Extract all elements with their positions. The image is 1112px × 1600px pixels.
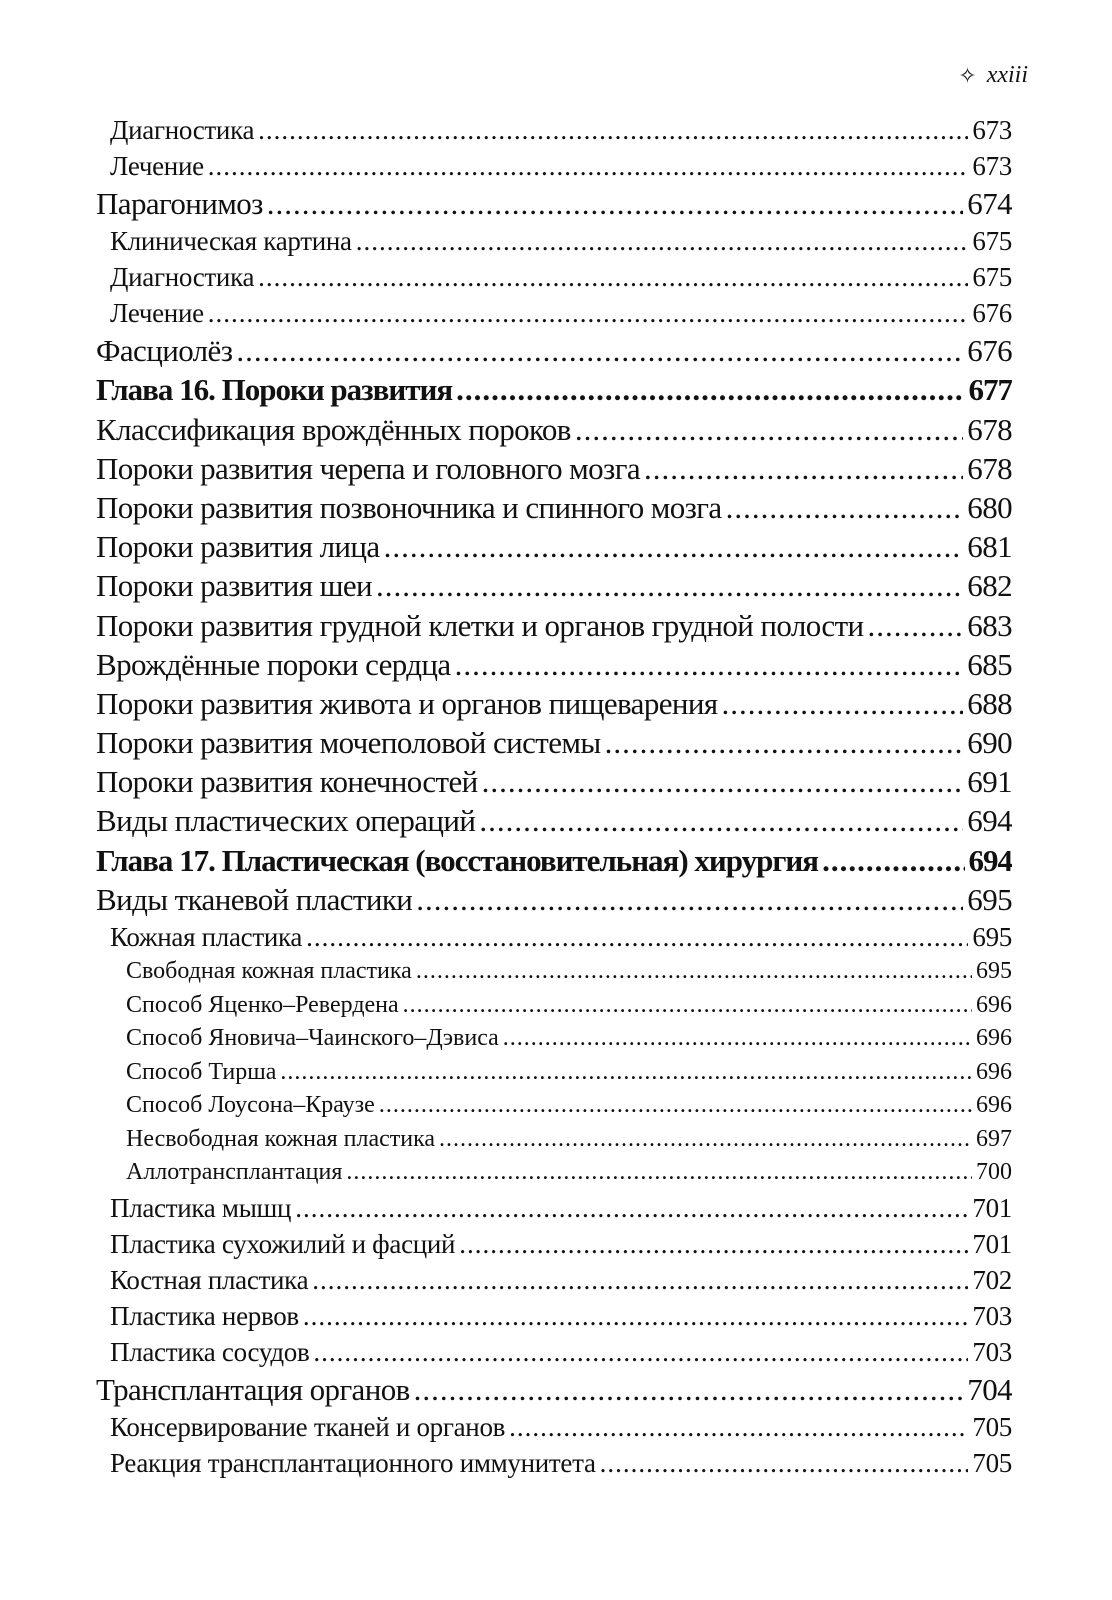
dot-leader bbox=[722, 684, 964, 723]
toc-entry bbox=[96, 1334, 1012, 1370]
toc-entry-title: Трансплантация органов bbox=[96, 1371, 410, 1407]
toc-entry bbox=[96, 331, 1012, 370]
toc-entry-page: 705 bbox=[972, 1447, 1012, 1478]
toc-entry-title: Пороки развития мочеполовой системы bbox=[96, 725, 601, 761]
toc-entry-title: Пластика мышц bbox=[110, 1192, 292, 1223]
toc-chapter-entry bbox=[96, 841, 1012, 880]
toc-entry bbox=[96, 606, 1012, 645]
toc-entry-page: 702 bbox=[972, 1264, 1012, 1295]
dot-leader bbox=[726, 488, 964, 527]
toc-entry-title: Пороки развития шеи bbox=[96, 568, 372, 604]
dot-leader bbox=[306, 919, 968, 955]
toc-entry-page: 696 bbox=[976, 1092, 1012, 1118]
toc-entry bbox=[96, 112, 1012, 148]
toc-entry-title: Реакция трансплантационного иммунитета bbox=[110, 1447, 596, 1478]
page-header bbox=[958, 62, 1028, 89]
toc-entry-title: Диагностика bbox=[110, 115, 255, 145]
dot-leader bbox=[822, 841, 964, 880]
toc-entry-title: Способ Яценко–Ревердена bbox=[126, 991, 399, 1018]
toc-entry-page: 676 bbox=[967, 333, 1012, 369]
dot-leader bbox=[416, 880, 963, 919]
toc-entry bbox=[96, 1298, 1012, 1334]
diamond-ornament-icon: ✧ bbox=[958, 62, 977, 88]
toc-entry-title: Виды пластических операций bbox=[96, 803, 476, 839]
toc-entry bbox=[96, 1022, 1012, 1056]
toc-entry bbox=[96, 1226, 1012, 1262]
dot-leader bbox=[313, 1334, 968, 1370]
toc-entry-title: Пороки развития позвоночника и спинного мозга bbox=[96, 489, 722, 525]
toc-entry bbox=[96, 919, 1012, 955]
dot-leader bbox=[439, 1123, 972, 1157]
toc-entry bbox=[96, 880, 1012, 919]
toc-entry-title: Классификация врождённых пороков bbox=[96, 411, 571, 447]
toc-entry bbox=[96, 223, 1012, 259]
toc-entry-page: 673 bbox=[972, 151, 1012, 181]
toc-entry-page: 691 bbox=[967, 764, 1012, 800]
dot-leader bbox=[575, 410, 963, 449]
dot-leader bbox=[267, 184, 964, 223]
toc-entry-title: Фасциолёз bbox=[96, 333, 233, 369]
toc-entry-page: 683 bbox=[967, 607, 1012, 643]
toc-entry bbox=[96, 449, 1012, 488]
toc-entry-title: Пластика сосудов bbox=[110, 1336, 310, 1367]
toc-entry-title: Консервирование тканей и органов bbox=[110, 1411, 506, 1442]
toc-entry bbox=[96, 989, 1012, 1023]
dot-leader bbox=[600, 1445, 969, 1481]
dot-leader bbox=[280, 1056, 972, 1090]
toc-entry-page: 673 bbox=[972, 115, 1012, 145]
toc-entry-page: 696 bbox=[976, 1058, 1012, 1085]
toc-entry-title: Врождённые пороки сердца bbox=[96, 646, 451, 682]
toc-entry-title: Глава 17. Пластическая (восстановительная) хирургия bbox=[96, 842, 819, 878]
toc-entry-title: Аллотрансплантация bbox=[126, 1159, 343, 1185]
toc-entry-title: Виды тканевой пластики bbox=[96, 881, 413, 917]
toc-entry-page: 695 bbox=[967, 881, 1012, 917]
toc-entry-page: 681 bbox=[967, 529, 1012, 565]
dot-leader bbox=[356, 223, 969, 259]
toc-entry-title: Кожная пластика bbox=[110, 922, 303, 952]
toc-entry-title: Пороки развития лица bbox=[96, 529, 380, 565]
toc-entry-title: Глава 16. Пороки развития bbox=[96, 372, 453, 408]
dot-leader bbox=[403, 989, 972, 1023]
toc-entry bbox=[96, 1156, 1012, 1190]
toc-entry bbox=[96, 148, 1012, 184]
toc-entry bbox=[96, 410, 1012, 449]
toc-entry bbox=[96, 295, 1012, 331]
toc-entry-page: 703 bbox=[972, 1300, 1012, 1331]
toc-entry-page: 701 bbox=[972, 1192, 1012, 1223]
toc-entry-page: 695 bbox=[976, 958, 1012, 984]
toc-entry-title: Способ Яновича–Чаинского–Дэвиса bbox=[126, 1025, 499, 1051]
toc-entry-page: 705 bbox=[972, 1411, 1012, 1442]
dot-leader bbox=[258, 112, 968, 148]
toc-entry-title: Клиническая картина bbox=[110, 226, 352, 257]
toc-chapter-entry bbox=[96, 370, 1012, 409]
toc-entry bbox=[96, 1056, 1012, 1090]
toc-entry-page: 680 bbox=[967, 489, 1012, 525]
dot-leader bbox=[303, 1298, 969, 1334]
toc-entry bbox=[96, 801, 1012, 840]
dot-leader bbox=[346, 1156, 972, 1190]
table-of-contents bbox=[96, 112, 1012, 1481]
toc-entry-page: 678 bbox=[967, 450, 1012, 486]
toc-entry-page: 675 bbox=[972, 262, 1012, 293]
toc-entry-page: 695 bbox=[972, 922, 1012, 952]
dot-leader bbox=[208, 148, 969, 184]
toc-entry bbox=[96, 1089, 1012, 1123]
toc-entry-page: 694 bbox=[968, 842, 1012, 878]
dot-leader bbox=[384, 527, 964, 566]
toc-entry bbox=[96, 1262, 1012, 1298]
toc-entry-title: Пороки развития грудной клетки и органов грудной полости bbox=[96, 607, 864, 643]
dot-leader bbox=[416, 955, 972, 989]
toc-entry-page: 696 bbox=[976, 1025, 1012, 1051]
toc-entry-page: 704 bbox=[967, 1371, 1012, 1407]
toc-entry-title: Парагонимоз bbox=[96, 186, 263, 221]
toc-entry-page: 703 bbox=[972, 1336, 1012, 1367]
dot-leader bbox=[258, 259, 968, 295]
dot-leader bbox=[644, 449, 963, 488]
toc-entry-page: 694 bbox=[967, 803, 1012, 839]
toc-entry bbox=[96, 527, 1012, 566]
toc-entry-page: 697 bbox=[976, 1125, 1012, 1152]
toc-entry-page: 690 bbox=[967, 725, 1012, 761]
dot-leader bbox=[379, 1089, 972, 1123]
toc-entry-title: Пластика нервов bbox=[110, 1300, 299, 1331]
toc-entry bbox=[96, 1445, 1012, 1481]
toc-entry-page: 685 bbox=[967, 646, 1012, 682]
toc-entry bbox=[96, 645, 1012, 684]
toc-entry bbox=[96, 1370, 1012, 1409]
toc-entry bbox=[96, 488, 1012, 527]
toc-entry bbox=[96, 184, 1012, 223]
toc-entry bbox=[96, 1409, 1012, 1445]
toc-entry bbox=[96, 955, 1012, 989]
dot-leader bbox=[509, 1409, 968, 1445]
toc-entry-page: 676 bbox=[972, 298, 1012, 329]
toc-entry-title: Несвободная кожная пластика bbox=[126, 1125, 436, 1152]
toc-entry-page: 688 bbox=[967, 685, 1012, 721]
dot-leader bbox=[312, 1262, 968, 1298]
toc-entry-page: 675 bbox=[972, 226, 1012, 257]
dot-leader bbox=[482, 762, 964, 801]
dot-leader bbox=[414, 1370, 964, 1409]
toc-entry bbox=[96, 1190, 1012, 1226]
dot-leader bbox=[605, 723, 964, 762]
toc-entry bbox=[96, 723, 1012, 762]
toc-entry-title: Пластика сухожилий и фасций bbox=[110, 1228, 456, 1259]
dot-leader bbox=[456, 370, 964, 409]
toc-entry bbox=[96, 1123, 1012, 1157]
toc-entry-title: Пороки развития черепа и головного мозга bbox=[96, 450, 640, 486]
toc-entry-title: Пороки развития конечностей bbox=[96, 764, 478, 800]
toc-entry-page: 677 bbox=[968, 372, 1012, 408]
dot-leader bbox=[236, 331, 963, 370]
dot-leader bbox=[295, 1190, 968, 1226]
toc-entry-title: Свободная кожная пластика bbox=[126, 958, 412, 984]
toc-entry-title: Диагностика bbox=[110, 262, 255, 293]
page-number: xxiii bbox=[986, 62, 1028, 88]
toc-entry-page: 696 bbox=[976, 991, 1012, 1018]
toc-entry bbox=[96, 566, 1012, 605]
dot-leader bbox=[459, 1226, 968, 1262]
toc-entry-page: 678 bbox=[967, 411, 1012, 447]
toc-entry-page: 674 bbox=[967, 186, 1012, 221]
dot-leader bbox=[455, 645, 964, 684]
toc-entry-page: 701 bbox=[972, 1228, 1012, 1259]
toc-entry-title: Лечение bbox=[110, 151, 204, 181]
toc-entry bbox=[96, 259, 1012, 295]
toc-entry-title: Пороки развития живота и органов пищеварения bbox=[96, 685, 718, 721]
toc-entry bbox=[96, 762, 1012, 801]
toc-entry-title: Способ Тирша bbox=[126, 1058, 277, 1085]
toc-entry-title: Лечение bbox=[110, 298, 204, 329]
dot-leader bbox=[868, 606, 964, 645]
toc-entry bbox=[96, 684, 1012, 723]
dot-leader bbox=[208, 295, 969, 331]
toc-entry-title: Способ Лоусона–Краузе bbox=[126, 1092, 375, 1118]
toc-entry-page: 682 bbox=[967, 568, 1012, 604]
dot-leader bbox=[503, 1022, 972, 1056]
toc-entry-title: Костная пластика bbox=[110, 1264, 309, 1295]
dot-leader bbox=[376, 566, 963, 605]
dot-leader bbox=[479, 801, 963, 840]
toc-entry-page: 700 bbox=[976, 1159, 1012, 1185]
